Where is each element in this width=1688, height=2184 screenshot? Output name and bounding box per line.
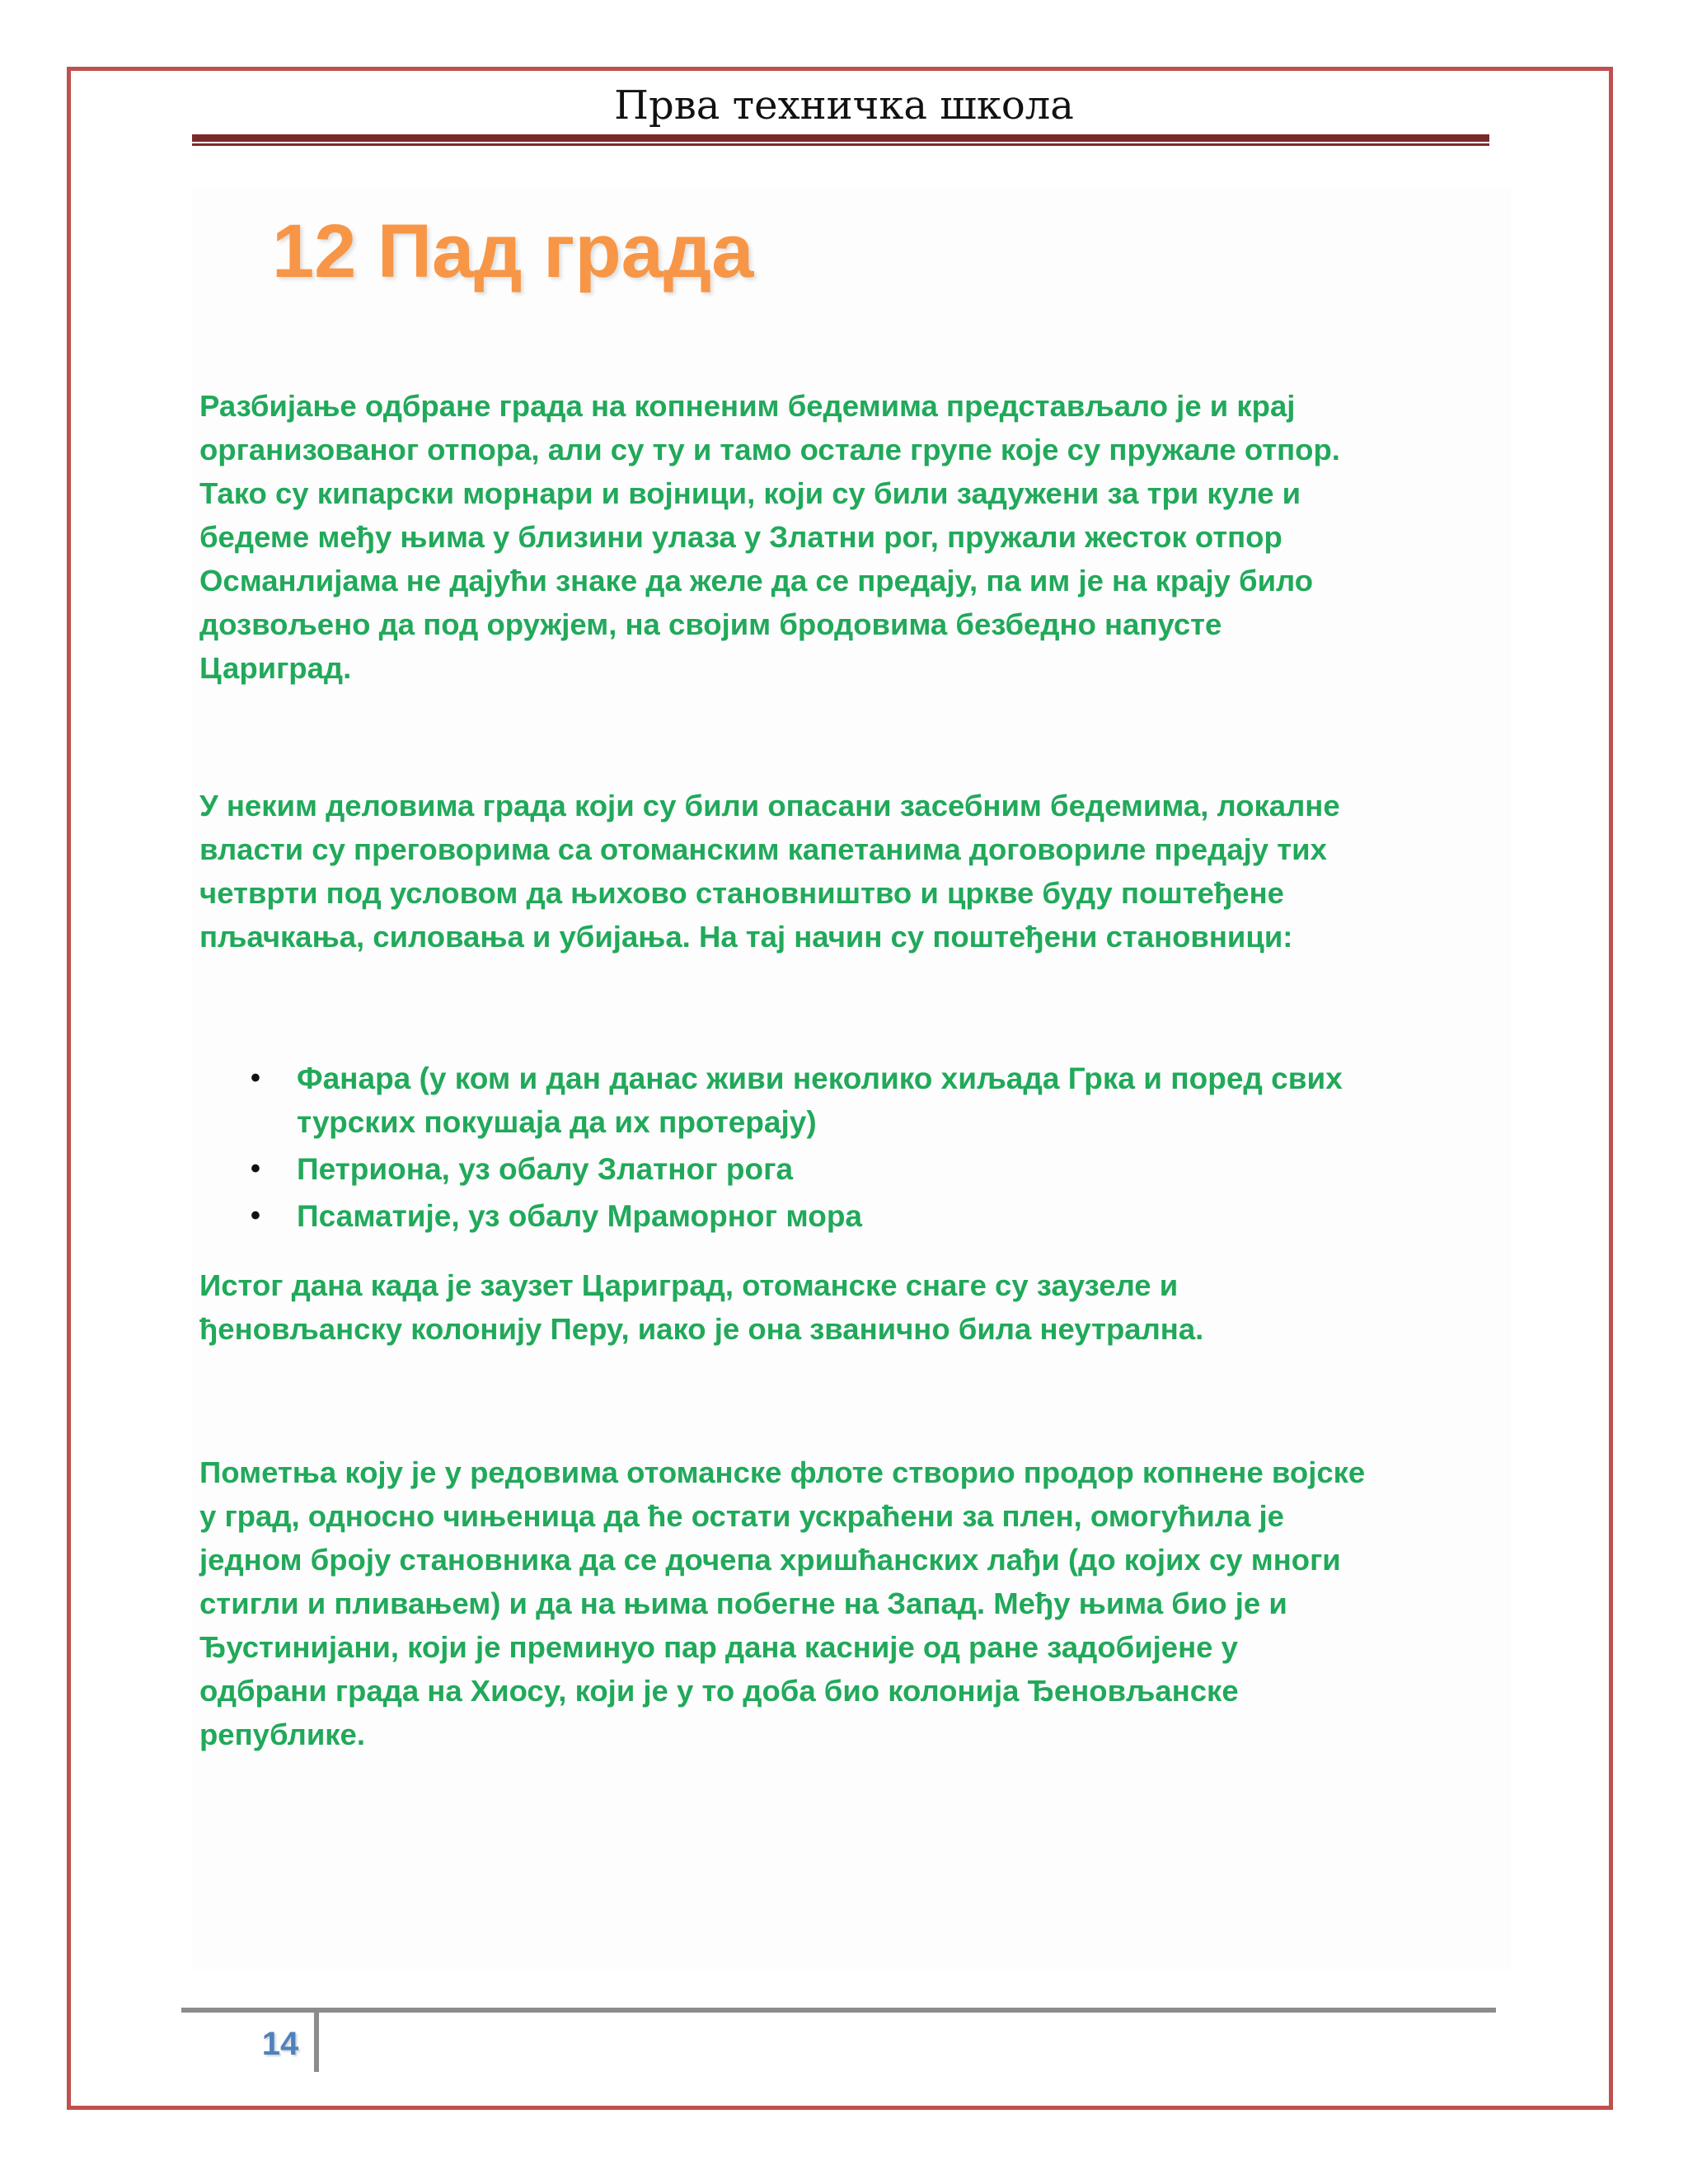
paragraph-line: Разбијање одбране града на копненим бедемима представљало је и крај	[199, 389, 1296, 423]
paragraph-line: Османлијама не дајући знаке да желе да се предају, па им је на крају било	[199, 564, 1314, 598]
paragraph-line: ђеновљанску колонију Перу, иако је она званично била неутрална.	[199, 1312, 1204, 1346]
chapter-title: 12 Пад града	[272, 209, 754, 293]
paragraph-3	[199, 1263, 1518, 1351]
list-item	[199, 1147, 1518, 1191]
header-rule-thick	[192, 134, 1489, 142]
paragraph-line: организованог отпора, али су ту и тамо остале групе које су пружале отпор.	[199, 433, 1340, 466]
paragraph-line: Истог дана када је заузет Цариград, отоманске снаге су заузеле и	[199, 1268, 1179, 1302]
paragraph-line: пљачкања, силовања и убијања. На тај начин су поштеђени становници:	[199, 920, 1293, 954]
bullet-icon: •	[251, 1153, 260, 1184]
paragraph-2	[199, 784, 1518, 958]
paragraph-line: власти су преговорима са отоманским капетанима договориле предају тих	[199, 832, 1327, 866]
page-number: 14	[261, 2026, 299, 2062]
paragraph-line: У неким деловима града који су били опасани засебним бедемима, локалне	[199, 789, 1340, 823]
paragraph-line: једном броју становника да се дочепа хришћанских лађи (до којих су многи	[199, 1543, 1341, 1577]
footer-divider	[314, 2013, 319, 2072]
paragraph-line: бедеме међу њима у близини улаза у Златни рог, пружали жесток отпор	[199, 520, 1282, 554]
paragraph-line: дозвољено да под оружјем, на својим бродовима безбедно напусте	[199, 607, 1222, 641]
paragraph-line: Цариград.	[199, 651, 352, 685]
paragraph-line: Ђустинијани, који је преминуо пар дана касније од ране задобијене у	[199, 1630, 1238, 1664]
paragraph-line: Тако су кипарски морнари и војници, који су били задужени за три куле и	[199, 476, 1301, 510]
paragraph-line: стигли и пливањем) и да на њима побегне на Запад. Међу њима био је и	[199, 1586, 1287, 1620]
paragraph-line: републике.	[199, 1718, 365, 1751]
bullet-list	[199, 1057, 1518, 1241]
paragraph-line: у град, односно чињеница да ће остати ускраћени за плен, омогућила је	[199, 1499, 1284, 1533]
list-item-line: Фанара (у ком и дан данас живи неколико хиљада Грка и поред свих	[297, 1062, 1343, 1095]
paragraph-4	[199, 1451, 1518, 1756]
list-item	[199, 1057, 1518, 1144]
header-school-name: Прва техничка школа	[614, 82, 1074, 129]
list-item-line: турских покушаја да их протерају)	[297, 1105, 817, 1139]
list-item	[199, 1194, 1518, 1238]
bullet-icon: •	[251, 1062, 260, 1094]
list-item-line: Псаматије, уз обалу Мраморног мора	[297, 1199, 862, 1233]
bullet-icon: •	[251, 1200, 260, 1231]
header-rule-thin	[192, 143, 1489, 146]
list-item-line: Петриона, уз обалу Златног рога	[297, 1152, 794, 1186]
paragraph-line: Пометња коју је у редовима отоманске флоте створио продор копнене војске	[199, 1455, 1366, 1489]
footer-rule	[181, 2008, 1496, 2013]
paragraph-line: четврти под условом да њихово становништво и цркве буду поштеђене	[199, 876, 1284, 910]
paragraph-line: одбрани града на Хиосу, који је у то доба био колонија Ђеновљанске	[199, 1674, 1239, 1708]
paragraph-1	[199, 384, 1518, 690]
